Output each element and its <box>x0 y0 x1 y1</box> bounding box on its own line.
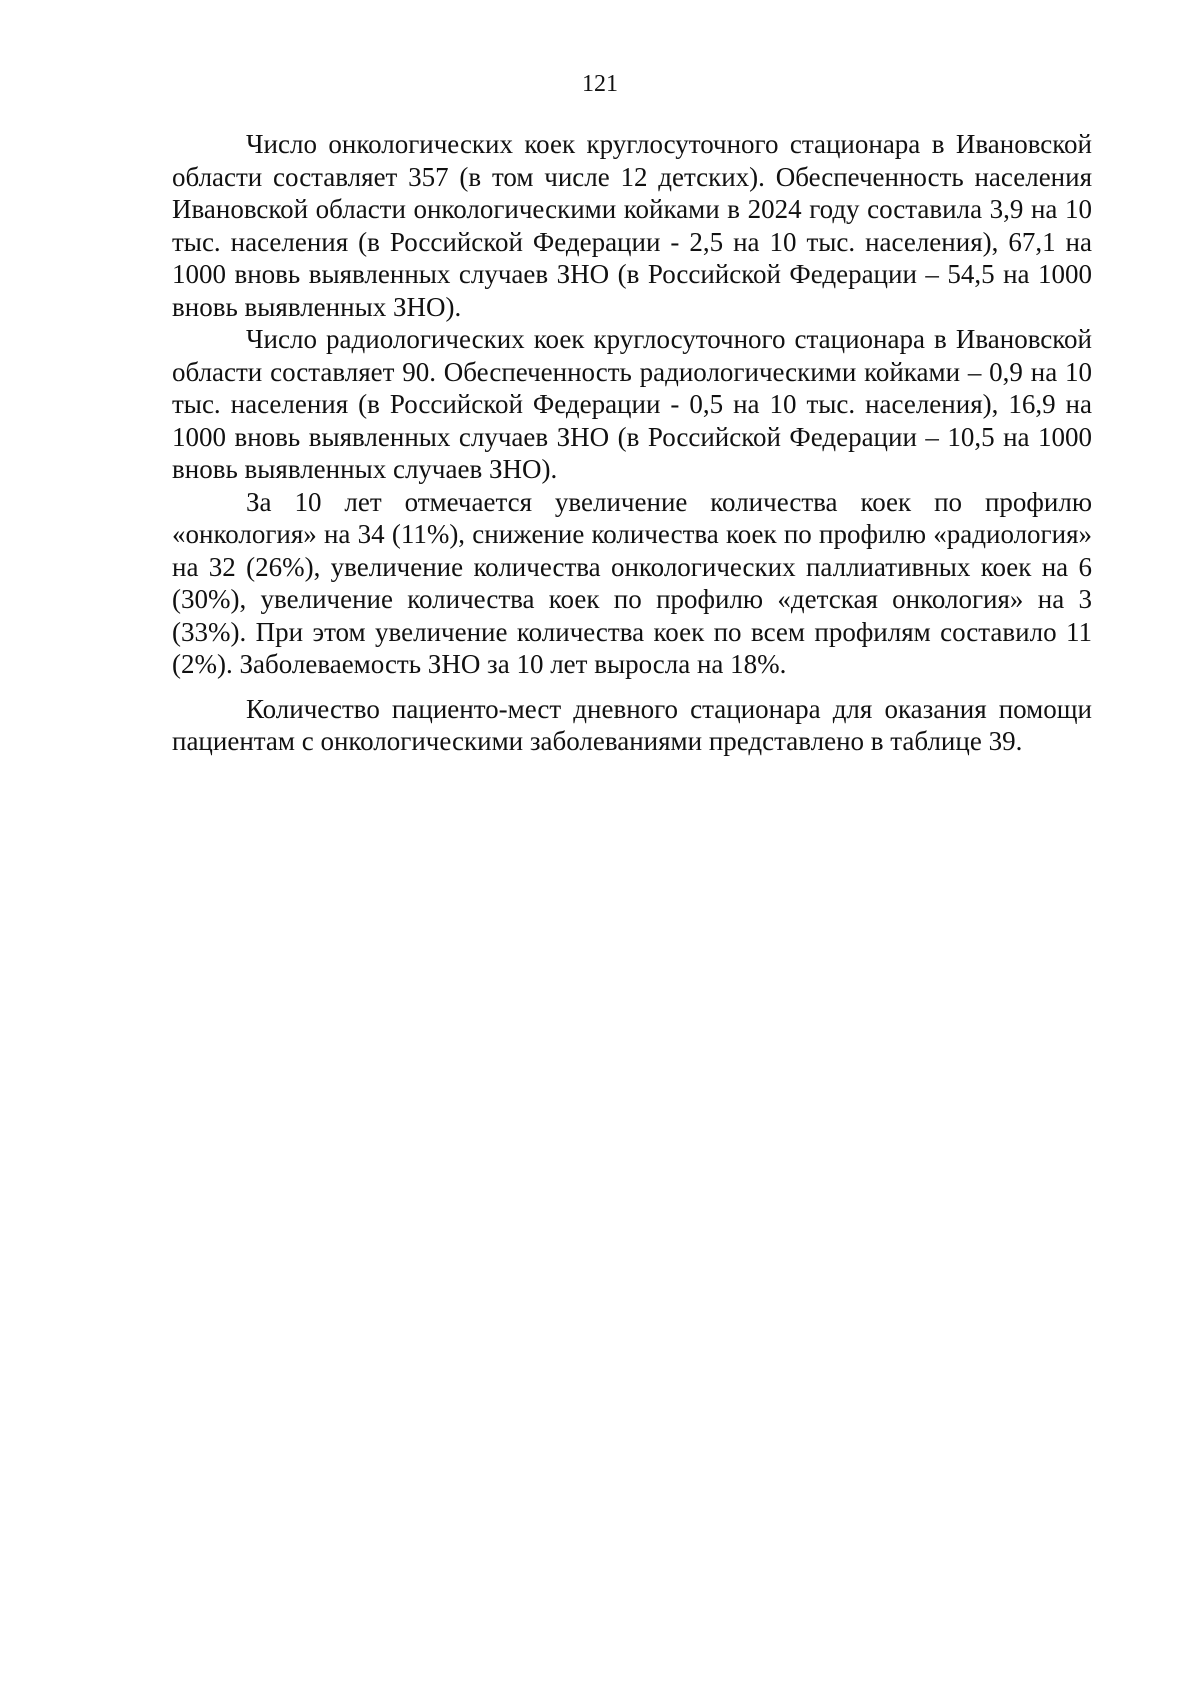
paragraph-day-hospital: Количество пациенто-мест дневного стационара для оказания помощи пациентам с онкологическими заболеваниями представлено в таблице 39. <box>172 693 1092 756</box>
paragraph-oncology-beds: Число онкологических коек круглосуточного стационара в Ивановской области составляет 357 (в том числе 12 детских). Обеспеченность населения Ивановской области онкологическими койками в 2024 году составила 3,9 на 10 тыс. населения (в Российской Федерации - 2,5 на 10 тыс. населения), 67,1 на 1000 вновь выявленных случаев ЗНО (в Российской Федерации – 54,5 на 1000 вновь выявленных ЗНО). <box>172 129 1092 322</box>
document-body <box>172 128 1092 758</box>
paragraph-radiology-beds: Число радиологических коек круглосуточного стационара в Ивановской области составляет 90. Обеспеченность радиологическими койками – 0,9 на 10 тыс. населения (в Российской Федерации - 0,5 на 10 тыс. населения), 16,9 на 1000 вновь выявленных случаев ЗНО (в Российской Федерации – 10,5 на 1000 вновь выявленных случаев ЗНО). <box>172 324 1092 484</box>
page-number: 121 <box>582 71 618 97</box>
paragraph-ten-year-dynamics: За 10 лет отмечается увеличение количества коек по профилю «онкология» на 34 (11%), снижение количества коек по профилю «радиология» на 32 (26%), увеличение количества онкологических паллиативных коек на 6 (30%), увеличение количества коек по профилю «детская онкология» на 3 (33%). При этом увеличение количества коек по всем профилям составило 11 (2%). Заболеваемость ЗНО за 10 лет выросла на 18%. <box>172 486 1092 679</box>
